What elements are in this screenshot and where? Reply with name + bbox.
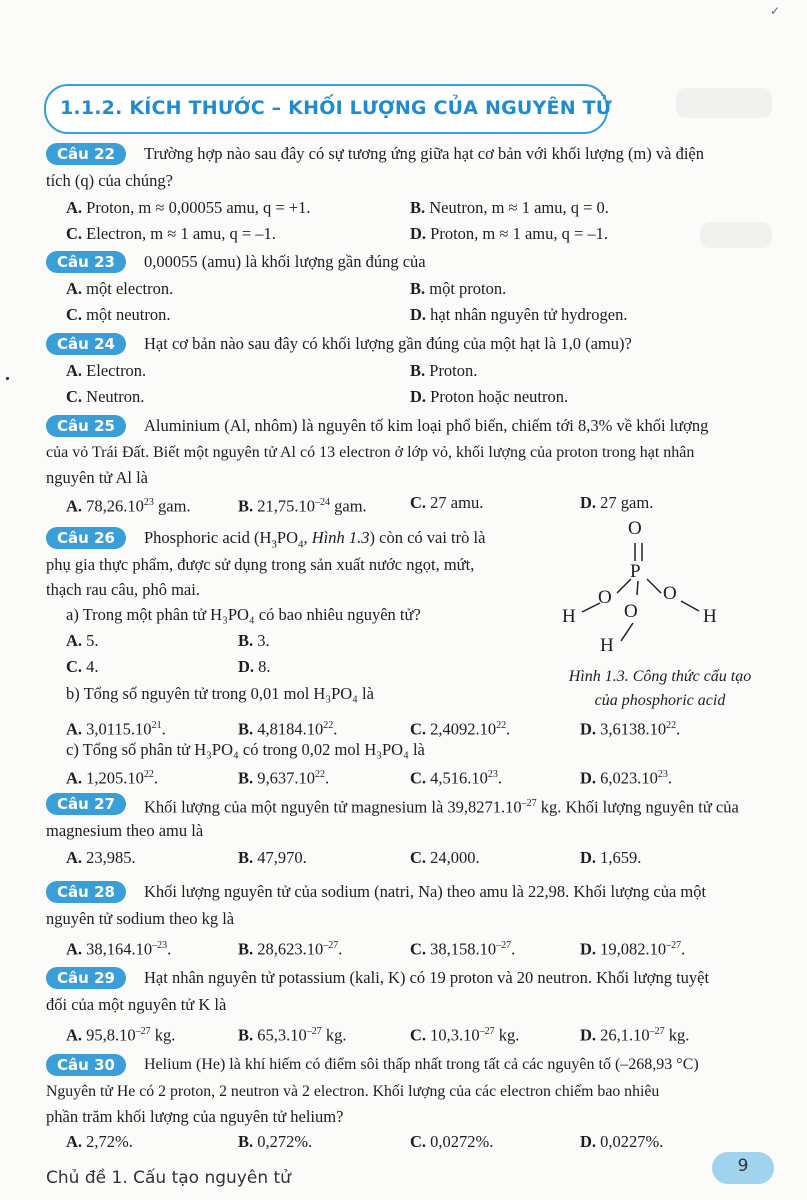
question-subpart: b) Tổng số nguyên tử trong 0,01 mol H₃PO₄ là xyxy=(66,684,374,703)
answer-option: D. Proton hoặc neutron. xyxy=(410,387,569,406)
answer-option: D. 6,023.10$^{23}$. xyxy=(580,768,673,788)
bond-line xyxy=(681,601,699,611)
question-badge: Câu 29 xyxy=(46,967,126,989)
question-text: magnesium theo amu là xyxy=(46,821,204,840)
question-subpart: a) Trong một phân tử H₃PO₄ có bao nhiêu nguyên tử? xyxy=(66,605,421,624)
atom-label: H xyxy=(600,635,614,656)
answer-option: B. 4,8184.10$^{22}$. xyxy=(238,719,338,739)
answer-option: B. 0,272%. xyxy=(238,1132,313,1151)
chapter-footer: Chủ đề 1. Cấu tạo nguyên tử xyxy=(46,1168,291,1188)
question-badge: Câu 22 xyxy=(46,143,126,165)
answer-option: A. 3,0115.10$^{21}$. xyxy=(66,719,166,739)
atom-label: O xyxy=(628,518,642,539)
question-subpart: c) Tổng số phân tử H₃PO₄ có trong 0,02 mol H₃PO₄ là xyxy=(66,740,425,759)
answer-option: C. 0,0272%. xyxy=(410,1132,494,1151)
answer-option: C. 24,000. xyxy=(410,848,480,867)
answer-option: C. một neutron. xyxy=(66,305,171,324)
atom-label: H xyxy=(703,606,717,627)
answer-option: C. Electron, m ≈ 1 amu, q = –1. xyxy=(66,224,276,243)
atom-label: H xyxy=(562,606,576,627)
question-text: Hạt cơ bản nào sau đây có khối lượng gần đúng của một hạt là 1,0 (amu)? xyxy=(144,334,632,353)
page-number: 9 xyxy=(737,1156,749,1176)
answer-option: C. 27 amu. xyxy=(410,493,484,512)
stray-dot xyxy=(6,377,9,380)
answer-option: A. 1,205.10$^{22}$. xyxy=(66,768,159,788)
answer-option: D. Proton, m ≈ 1 amu, q = –1. xyxy=(410,224,609,243)
answer-option: C. Neutron. xyxy=(66,387,145,406)
question-text: thạch rau câu, phô mai. xyxy=(46,580,200,599)
question-text: Trường hợp nào sau đây có sự tương ứng giữa hạt cơ bản với khối lượng (m) và điện xyxy=(144,144,704,163)
answer-option: B. một proton. xyxy=(410,279,507,298)
answer-option: B. Neutron, m ≈ 1 amu, q = 0. xyxy=(410,198,609,217)
question-text: Khối lượng của một nguyên tử magnesium là $39,8271.10^{-27}$ kg. Khối lượng nguyên tử của xyxy=(144,797,739,817)
question-text: Phosphoric acid ($H_3PO_4$, Hình 1.3) còn có vai trò là xyxy=(144,528,486,551)
answer-option: C. $10,3.10^{-27}$ kg. xyxy=(410,1025,520,1045)
answer-option: A. 2,72%. xyxy=(66,1132,133,1151)
question-badge: Câu 23 xyxy=(46,251,126,273)
question-text: của vỏ Trái Đất. Biết một nguyên tử Al có 13 electron ở lớp vỏ, khối lượng của proton trong hạt nhân xyxy=(46,444,695,461)
answer-option: C. 4. xyxy=(66,657,99,676)
answer-option: B. $65,3.10^{-27}$ kg. xyxy=(238,1025,347,1045)
question-badge: Câu 26 xyxy=(46,527,126,549)
corner-mark: ✓ xyxy=(770,4,781,18)
answer-option: A. 5. xyxy=(66,631,99,650)
question-text: Khối lượng nguyên tử của sodium (natri, Na) theo amu là 22,98. Khối lượng của một xyxy=(144,882,707,901)
answer-option: D. hạt nhân nguyên tử hydrogen. xyxy=(410,305,628,324)
answer-option: D. 3,6138.10$^{22}$. xyxy=(580,719,681,739)
bond-line xyxy=(637,581,638,595)
answer-option: B. Proton. xyxy=(410,361,478,380)
atom-label: P xyxy=(630,561,641,582)
answer-option: C. $38,158.10^{-27}$. xyxy=(410,939,516,959)
question-text: đối của một nguyên tử K là xyxy=(46,995,227,1014)
answer-option: C. 2,4092.10$^{22}$. xyxy=(410,719,511,739)
atom-label: O xyxy=(624,601,638,622)
question-text: Helium (He) là khí hiếm có điểm sôi thấp nhất trong tất cả các nguyên tố (–268,93 °C) xyxy=(144,1056,699,1073)
answer-option: A. $38,164.10^{-23}$. xyxy=(66,939,172,959)
answer-option: D. $26,1.10^{-27}$ kg. xyxy=(580,1025,690,1045)
question-text: nguyên tử sodium theo kg là xyxy=(46,909,235,928)
question-text: nguyên tử Al là xyxy=(46,468,148,487)
answer-option: A. Proton, m ≈ 0,00055 amu, q = +1. xyxy=(66,198,311,217)
answer-option: A. một electron. xyxy=(66,279,174,298)
question-badge: Câu 27 xyxy=(46,793,126,815)
bond-line xyxy=(621,623,633,641)
question-text: phụ gia thực phẩm, được sử dụng trong sản xuất nước ngọt, mứt, xyxy=(46,555,475,574)
question-text: phần trăm khối lượng của nguyên tử helium? xyxy=(46,1107,344,1126)
question-text: Aluminium (Al, nhôm) là nguyên tố kim loại phổ biến, chiếm tới 8,3% về khối lượng xyxy=(144,416,709,435)
question-badge: Câu 30 xyxy=(46,1054,126,1076)
question-badge: Câu 24 xyxy=(46,333,126,355)
section-title: 1.1.2. KÍCH THƯỚC – KHỐI LƯỢNG CỦA NGUYÊN TỬ xyxy=(60,97,612,119)
question-text: 0,00055 (amu) là khối lượng gần đúng của xyxy=(144,252,426,271)
bond-line xyxy=(647,579,661,593)
answer-option: A. 23,985. xyxy=(66,848,136,867)
answer-option: D. 1,659. xyxy=(580,848,642,867)
question-text: Hạt nhân nguyên tử potassium (kali, K) có 19 proton và 20 neutron. Khối lượng tuyệt xyxy=(144,968,710,987)
question-text: tích (q) của chúng? xyxy=(46,171,173,190)
question-text: Nguyên tử He có 2 proton, 2 neutron và 2 electron. Khối lượng của các electron chiếm bao nhiêu xyxy=(46,1083,660,1100)
figure-caption: Hình 1.3. Công thức cấu tạo xyxy=(568,668,752,685)
atom-label: O xyxy=(663,583,677,604)
question-badge: Câu 25 xyxy=(46,415,126,437)
answer-option: B. $21,75.10^{-24}$ gam. xyxy=(238,496,367,516)
bond-line xyxy=(617,579,631,593)
answer-option: A. 78,26.10$^{23}$ gam. xyxy=(66,496,191,516)
answer-option: D. 27 gam. xyxy=(580,493,654,512)
structural-formula-figure xyxy=(555,515,755,665)
answer-option: B. 3. xyxy=(238,631,270,650)
question-badge: Câu 28 xyxy=(46,881,126,903)
atom-label: O xyxy=(598,587,612,608)
answer-option: A. $95,8.10^{-27}$ kg. xyxy=(66,1025,176,1045)
answer-option: B. $28,623.10^{-27}$. xyxy=(238,939,343,959)
answer-option: D. 0,0227%. xyxy=(580,1132,664,1151)
answer-option: B. 47,970. xyxy=(238,848,307,867)
figure-caption: của phosphoric acid xyxy=(594,692,726,709)
answer-option: D. $19,082.10^{-27}$. xyxy=(580,939,686,959)
answer-option: D. 8. xyxy=(238,657,271,676)
answer-option: C. 4,516.10$^{23}$. xyxy=(410,768,503,788)
answer-option: B. 9,637.10$^{22}$. xyxy=(238,768,330,788)
side-tab-decoration xyxy=(700,222,772,248)
answer-option: A. Electron. xyxy=(66,361,147,380)
side-tab-decoration xyxy=(676,88,772,118)
